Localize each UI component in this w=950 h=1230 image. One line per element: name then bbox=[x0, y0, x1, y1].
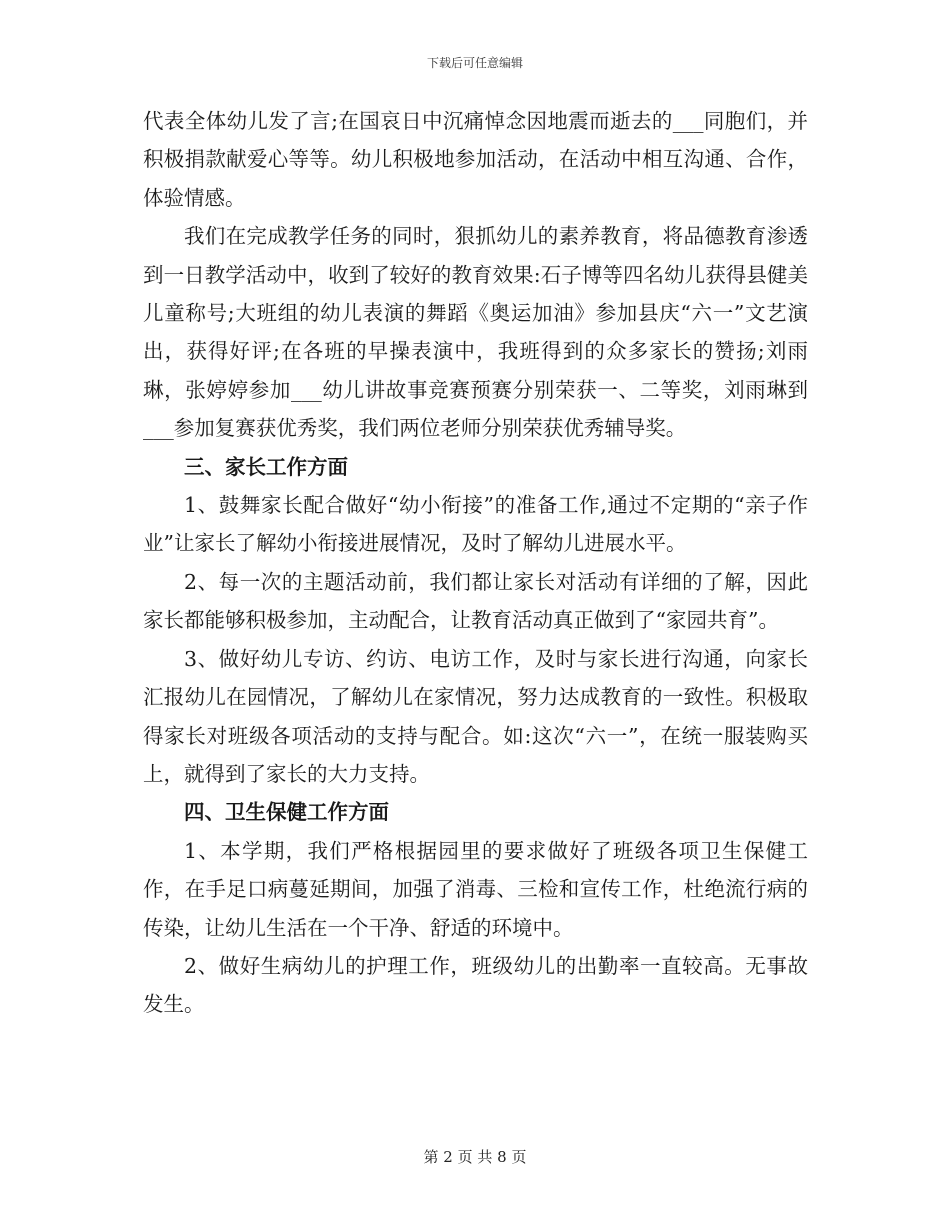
paragraph-3-3: 3、做好幼儿专访、约访、电访工作，及时与家长进行沟通，向家长汇报幼儿在园情况，了解幼儿在家情况，努力达成教育的一致性。积极取得家长对班级各项活动的支持与配合。如:这次“六一”，在统一服装购买上，就得到了家长的大力支持。 bbox=[143, 646, 808, 786]
paragraph-1: 代表全体幼儿发了言;在国哀日中沉痛悼念因地震而逝去的___同胞们，并积极捐款献爱心等等。幼儿积极地参加活动，在活动中相互沟通、合作，体验情感。 bbox=[143, 109, 808, 210]
section-heading-4: 四、卫生保健工作方面 bbox=[184, 800, 389, 825]
paragraph-3-2: 2、每一次的主题活动前，我们都让家长对活动有详细的了解，因此家长都能够积极参加，主动配合，让教育活动真正做到了“家园共育”。 bbox=[143, 569, 808, 633]
paragraph-4-2: 2、做好生病幼儿的护理工作，班级幼儿的出勤率一直较高。无事故发生。 bbox=[143, 953, 808, 1017]
paragraph-4-1: 1、本学期，我们严格根据园里的要求做好了班级各项卫生保健工作，在手足口病蔓延期间，加强了消毒、三检和宣传工作，杜绝流行病的传染，让幼儿生活在一个干净、舒适的环境中。 bbox=[143, 838, 808, 940]
page-header: 下载后可任意编辑 bbox=[426, 56, 523, 70]
paragraph-2: 我们在完成教学任务的同时，狠抓幼儿的素养教育，将品德教育渗透到一日教学活动中，收到了较好的教育效果:石子博等四名幼儿获得县健美儿童称号;大班组的幼儿表演的舞蹈《奥运加油》参加县庆“六一”文艺演出，获得好评;在各班的早操表演中，我班得到的众多家长的赞扬;刘雨琳，张婷婷参加___幼儿讲故事竞赛预赛分别荣获一、二等奖，刘雨琳到___参加复赛获优秀奖，我们两位老师分别荣获优秀辅导奖。 bbox=[143, 224, 808, 441]
paragraph-3-1: 1、鼓舞家长配合做好“幼小衔接”的准备工作,通过不定期的“亲子作业”让家长了解幼小衔接进展情况，及时了解幼儿进展水平。 bbox=[143, 493, 808, 556]
section-heading-3: 三、家长工作方面 bbox=[184, 454, 348, 479]
page-footer: 第 2 页 共 8 页 bbox=[423, 1148, 527, 1166]
document-body bbox=[143, 102, 808, 1024]
